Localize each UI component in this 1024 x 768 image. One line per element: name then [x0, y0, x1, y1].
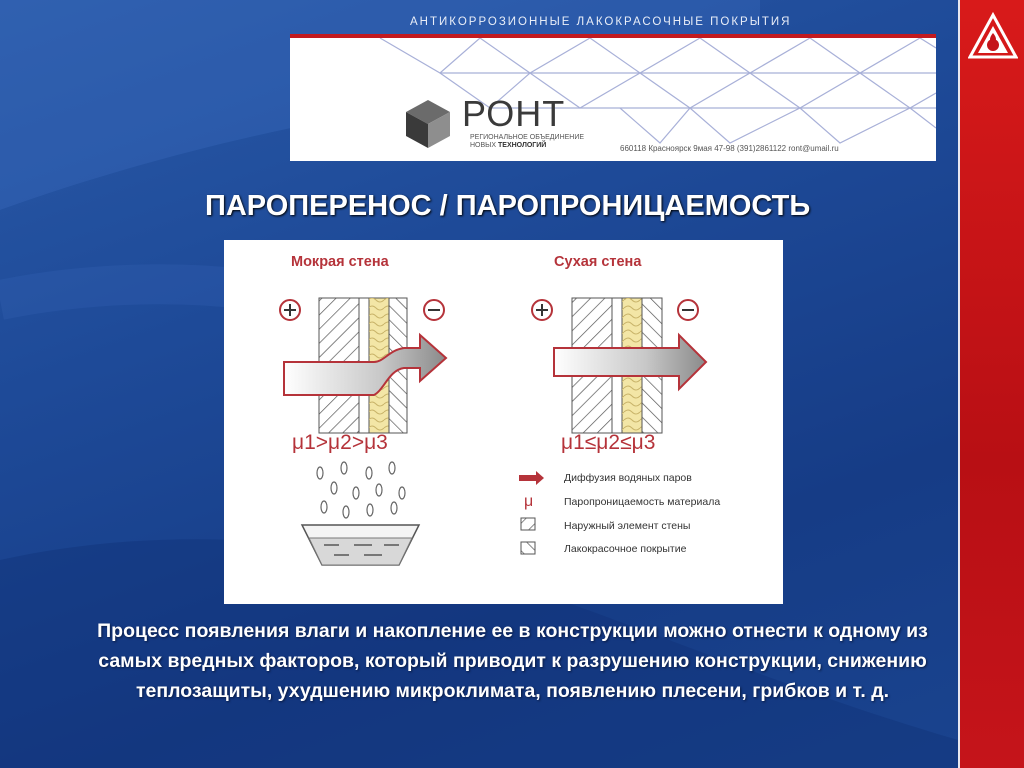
brand-subtitle: РЕГИОНАЛЬНОЕ ОБЪЕДИНЕНИЕ НОВЫХ ТЕХНОЛОГИЙ [470, 134, 585, 149]
brand-name: РОНТ [462, 93, 566, 134]
wet-wall-title: Мокрая стена [291, 254, 389, 270]
legend-item-outer-element: Наружный элемент стены [564, 520, 691, 532]
company-logo-icon [968, 12, 1018, 62]
vapor-diagram [224, 240, 783, 604]
dry-wall [532, 298, 706, 433]
vapor-droplets [317, 462, 405, 518]
dry-wall-title: Сухая стена [554, 254, 642, 270]
svg-text:μ: μ [524, 493, 534, 510]
header-tagline: АНТИКОРРОЗИОННЫЕ ЛАКОКРАСОЧНЫЕ ПОКРЫТИЯ [410, 16, 792, 28]
wet-wall [280, 298, 446, 433]
dry-formula: μ1≤μ2≤μ3 [561, 431, 656, 454]
legend-item-permeability: Паропроницаемость материала [564, 496, 721, 508]
ront-cube-logo [406, 100, 450, 148]
water-bowl [302, 525, 419, 565]
wet-formula: μ1>μ2>μ3 [292, 431, 388, 454]
legend-item-diffusion: Диффузия водяных паров [564, 472, 692, 484]
slide-body-text: Процесс появления влаги и накопление ее в конструкции можно отнести к одному из самых вредных факторов, который приводит к разрушению конструкции, снижению теплозащиты, ухудшению микроклимата, появлению плесени, грибков и т. д. [97, 620, 928, 702]
red-side-bar [958, 0, 1024, 768]
company-banner [290, 38, 936, 161]
brand-address: 660118 Красноярск 9мая 47-98 (391)2861122 ront@umail.ru [620, 144, 839, 153]
banner-pattern [290, 38, 936, 161]
legend-item-paint-coating: Лакокрасочное покрытие [564, 543, 687, 555]
slide-title: ПАРОПЕРЕНОС / ПАРОПРОНИЦАЕМОСТЬ [205, 190, 811, 222]
legend-symbols [519, 471, 544, 554]
